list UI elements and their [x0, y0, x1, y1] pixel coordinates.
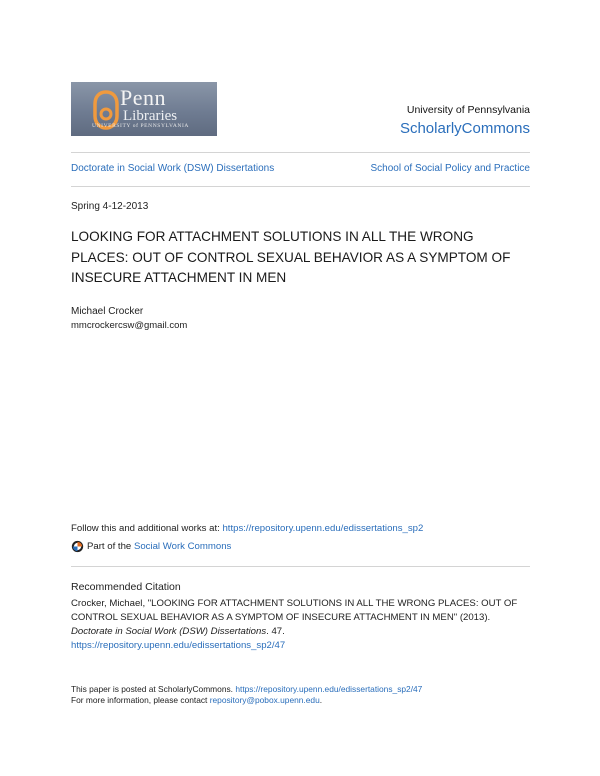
part-of-prefix: Part of the — [87, 541, 132, 552]
contact-prefix: For more information, please contact — [71, 695, 210, 705]
logo-libraries-text: Libraries — [123, 108, 178, 124]
citation-body: Crocker, Michael, "LOOKING FOR ATTACHMENT SOLUTIONS IN ALL THE WRONG PLACES: OUT OF CONTROL SEXUAL BEHAVIOR AS A SYMPTOM OF INSECURE ATTACHMENT IN MEN" (2013). — [71, 598, 518, 623]
posted-line — [71, 684, 422, 694]
citation-series: Doctorate in Social Work (DSW) Dissertations — [71, 626, 267, 637]
logo-university-text: UNIVERSITY of PENNSYLVANIA — [92, 123, 189, 129]
collection-link[interactable]: Doctorate in Social Work (DSW) Dissertations — [71, 163, 275, 174]
divider-top — [71, 152, 530, 153]
logo-penn-text: Penn — [120, 85, 166, 110]
citation-number: . 47. — [266, 626, 285, 637]
posted-prefix: This paper is posted at ScholarlyCommons. — [71, 684, 236, 694]
divider-citation — [71, 566, 530, 567]
department-link[interactable]: School of Social Policy and Practice — [370, 163, 530, 174]
author-email: mmcrockercsw@gmail.com — [71, 320, 188, 331]
contact-email-link[interactable]: repository@pobox.upenn.edu — [209, 695, 320, 705]
citation-text — [71, 597, 533, 653]
contact-suffix: . — [319, 695, 323, 705]
contact-line — [71, 695, 322, 705]
penn-libraries-logo — [71, 82, 217, 136]
social-work-commons-link[interactable]: Social Work Commons — [133, 541, 232, 552]
follow-line — [71, 523, 423, 534]
follow-url-link[interactable]: https://repository.upenn.edu/edissertations_sp2 — [222, 523, 424, 534]
scholarlycommons-title: ScholarlyCommons — [399, 120, 530, 137]
dissertation-title: LOOKING FOR ATTACHMENT SOLUTIONS IN ALL THE WRONG PLACES: OUT OF CONTROL SEXUAL BEHAVIOR AS A SYMPTOM OF INSECURE ATTACHMENT IN MEN — [71, 229, 511, 285]
bepress-network-icon — [71, 540, 84, 553]
part-of-line — [71, 540, 231, 553]
posted-url-link[interactable]: https://repository.upenn.edu/edissertations_sp2/47 — [235, 684, 423, 694]
university-name: University of Pennsylvania — [406, 104, 530, 116]
citation-url-link[interactable]: https://repository.upenn.edu/edissertations_sp2/47 — [71, 640, 286, 651]
recommended-citation-heading: Recommended Citation — [71, 581, 181, 593]
author-name: Michael Crocker — [71, 306, 144, 317]
follow-prefix: Follow this and additional works at: — [71, 523, 223, 534]
publication-date: Spring 4-12-2013 — [71, 201, 149, 212]
divider-nav — [71, 186, 530, 187]
